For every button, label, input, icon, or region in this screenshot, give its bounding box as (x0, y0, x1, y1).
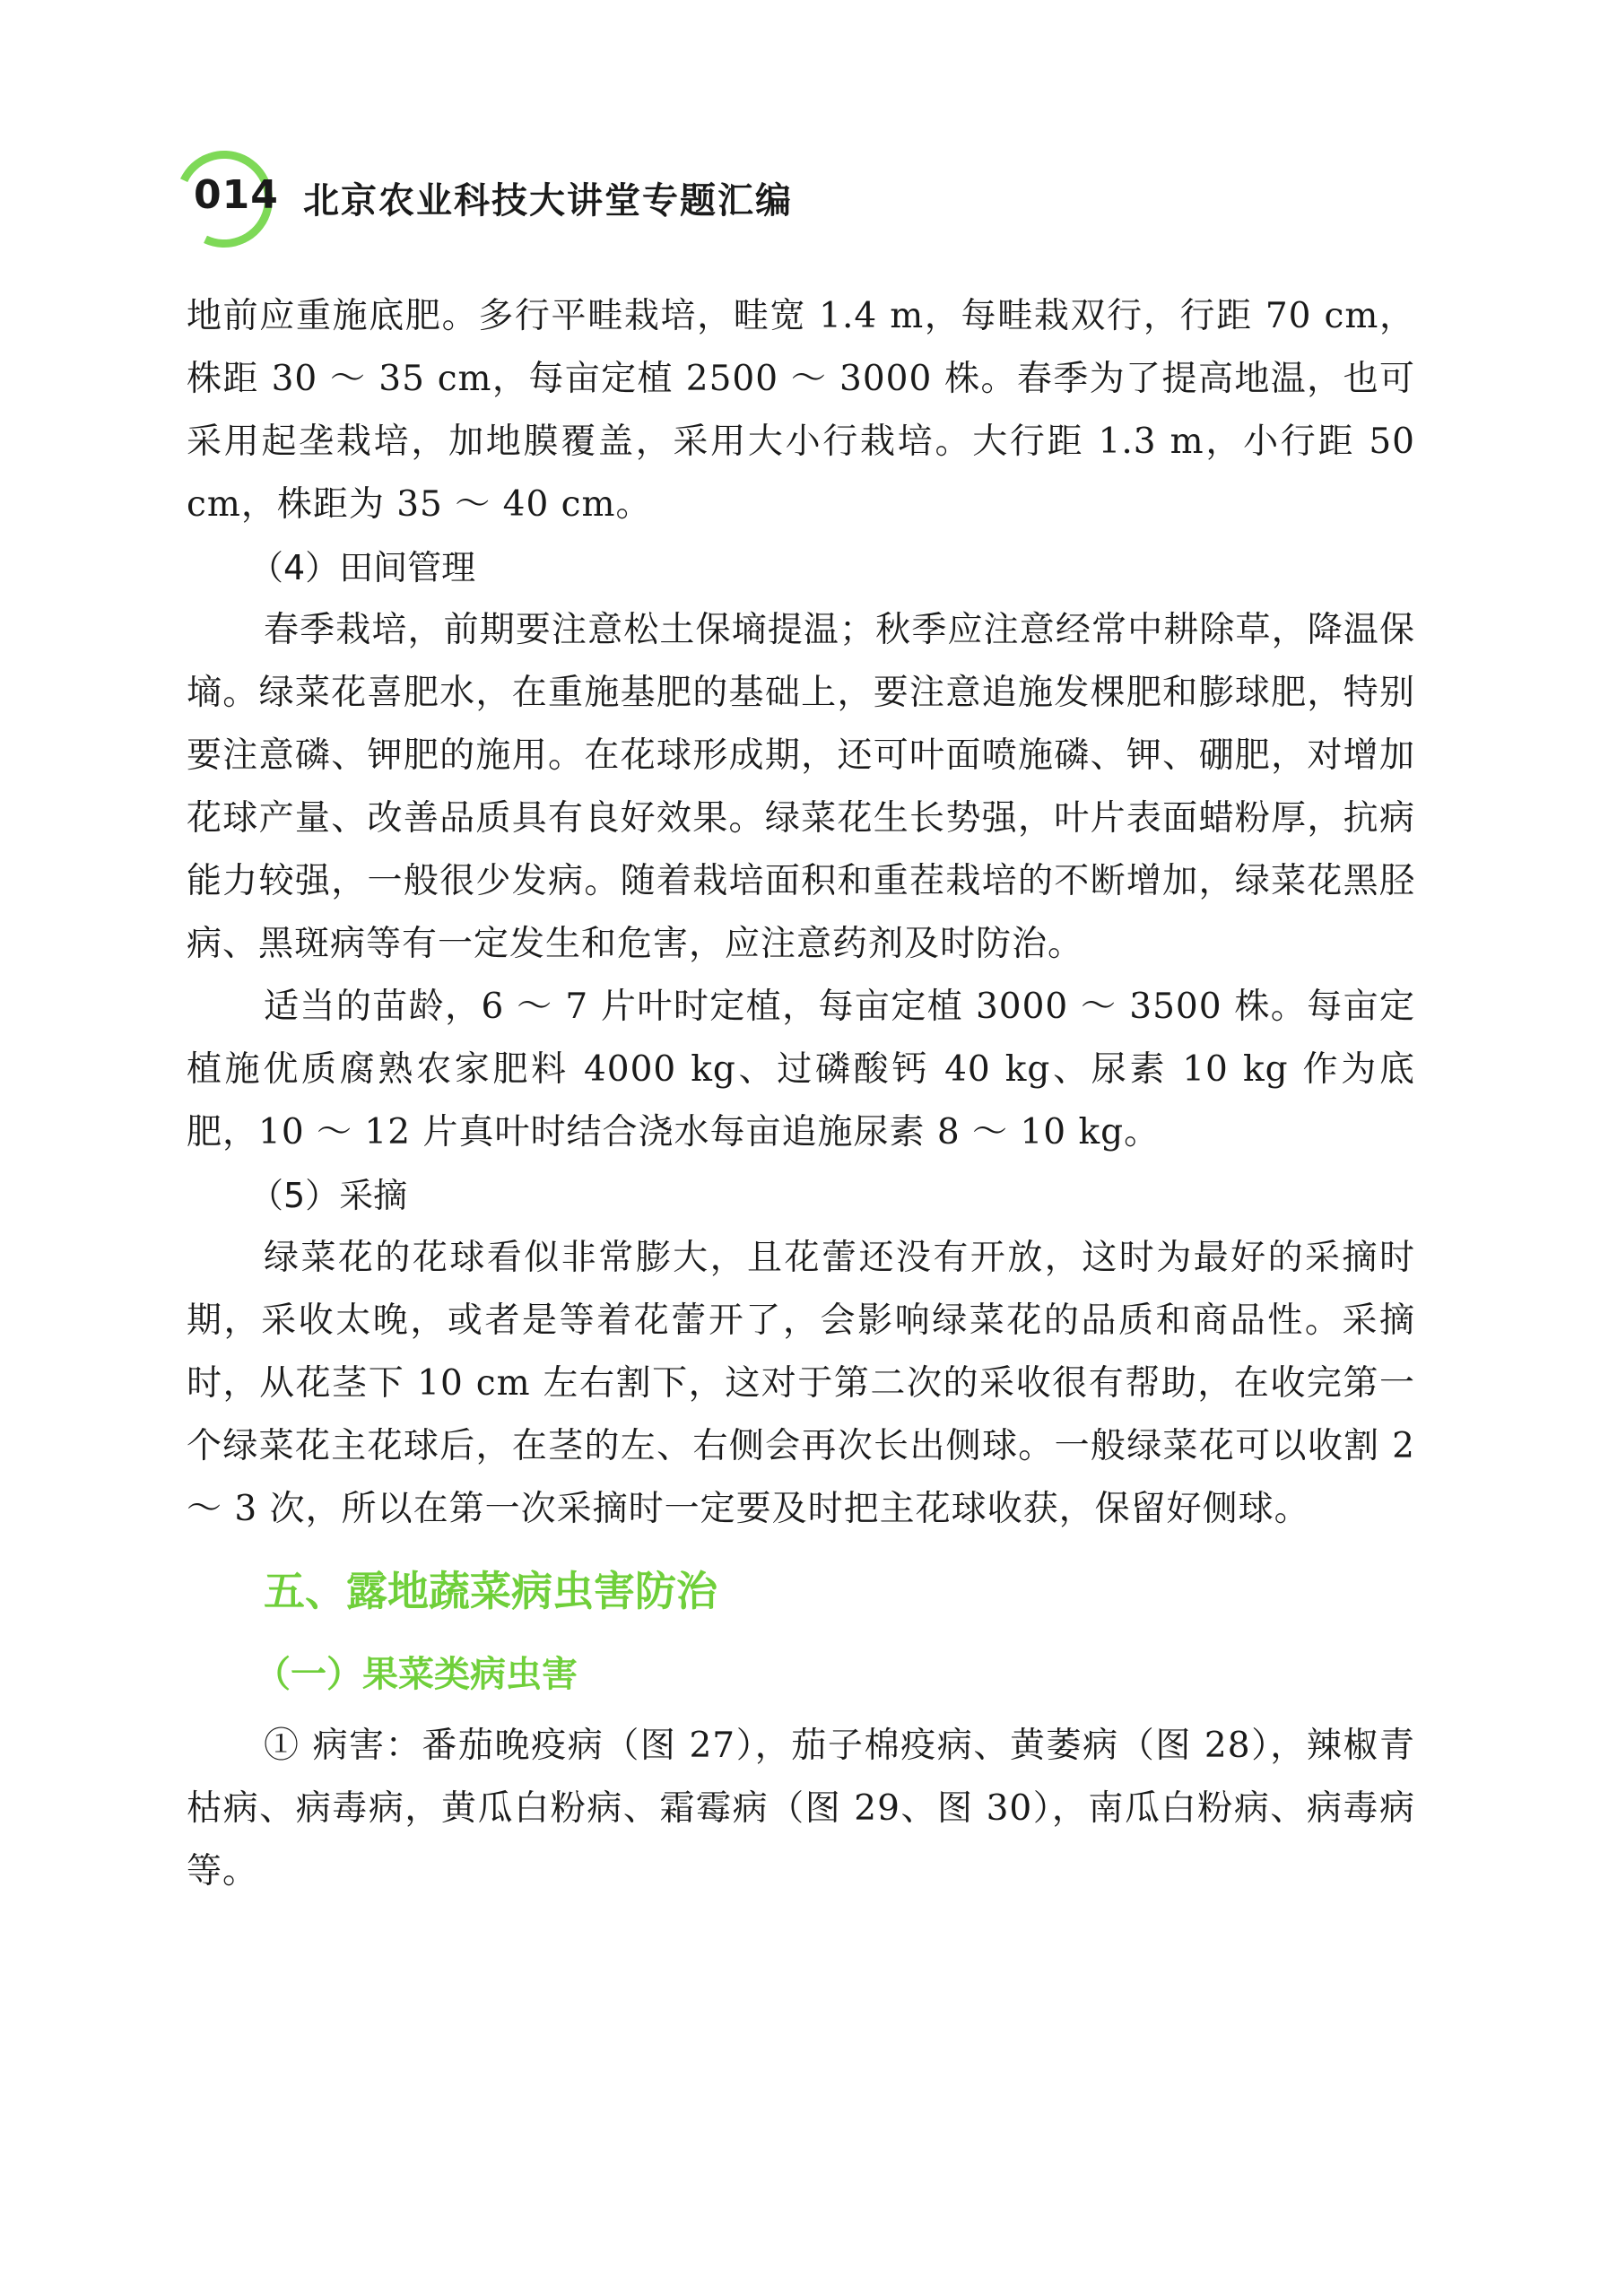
subsection-heading-fruit-vegetables: （一）果菜类病虫害 (255, 1653, 578, 1695)
book-title: 北京农业科技大讲堂专题汇编 (303, 180, 793, 222)
paragraph-harvest: 绿菜花的花球看似非常膨大，且花蕾还没有开放，这时为最好的采摘时期，采收太晚，或者是等着花蕾开了，会影响绿菜花的品质和商品性。采摘时，从花茎下 10 cm 左右割下，这对于第二次的采收很有帮助，在收完第一个绿菜花主花球后，在茎的左、右侧会再次长出侧球。一般绿菜花可以收割 2 ～ 3 次，所以在第一次采摘时一定要及时把主花球收获，保留好侧球。 (187, 1238, 1415, 1529)
page-number: 014 (194, 172, 279, 218)
paragraph-diseases: ① 病害：番茄晚疫病（图 27），茄子棉疫病、黄萎病（图 28），辣椒青枯病、病毒病，黄瓜白粉病、霜霉病（图 29、图 30），南瓜白粉病、病毒病等。 (187, 1726, 1415, 1892)
page-content (187, 285, 1415, 1903)
paragraph-field-management: 春季栽培，前期要注意松土保墒提温；秋季应注意经常中耕除草，降温保墒。绿菜花喜肥水，在重施基肥的基础上，要注意追施发棵肥和膨球肥，特别要注意磷、钾肥的施用。在花球形成期，还可叶面喷施磷、钾、硼肥，对增加花球产量、改善品质具有良好效果。绿菜花生长势强，叶片表面蜡粉厚，抗病能力较强，一般很少发病。随着栽培面积和重茬栽培的不断增加，绿菜花黑胫病、黑斑病等有一定发生和危害，应注意药剂及时防治。 (187, 610, 1415, 964)
paragraph-seedling-fertilizer: 适当的苗龄，6 ～ 7 片叶时定植，每亩定植 3000 ～ 3500 株。每亩定植施优质腐熟农家肥料 4000 kg、过磷酸钙 40 kg、尿素 10 kg 作为底肥，10 ～ 12 片真叶时结合浇水每亩追施尿素 8 ～ 10 kg。 (187, 987, 1415, 1152)
paragraph-planting: 地前应重施底肥。多行平畦栽培，畦宽 1.4 m，每畦栽双行，行距 70 cm，株距 30 ～ 35 cm，每亩定植 2500 ～ 3000 株。春季为了提高地温，也可采用起垄栽培，加地膜覆盖，采用大小行栽培。大行距 1.3 m，小行距 50 cm，株距为 35 ～ 40 cm。 (187, 296, 1415, 525)
subheading-field-management: （4）田间管理 (249, 548, 476, 587)
section-heading-pest-control: 五、露地蔬菜病虫害防治 (264, 1567, 717, 1615)
page-header (176, 151, 1431, 251)
subheading-harvest: （5）采摘 (249, 1176, 408, 1215)
